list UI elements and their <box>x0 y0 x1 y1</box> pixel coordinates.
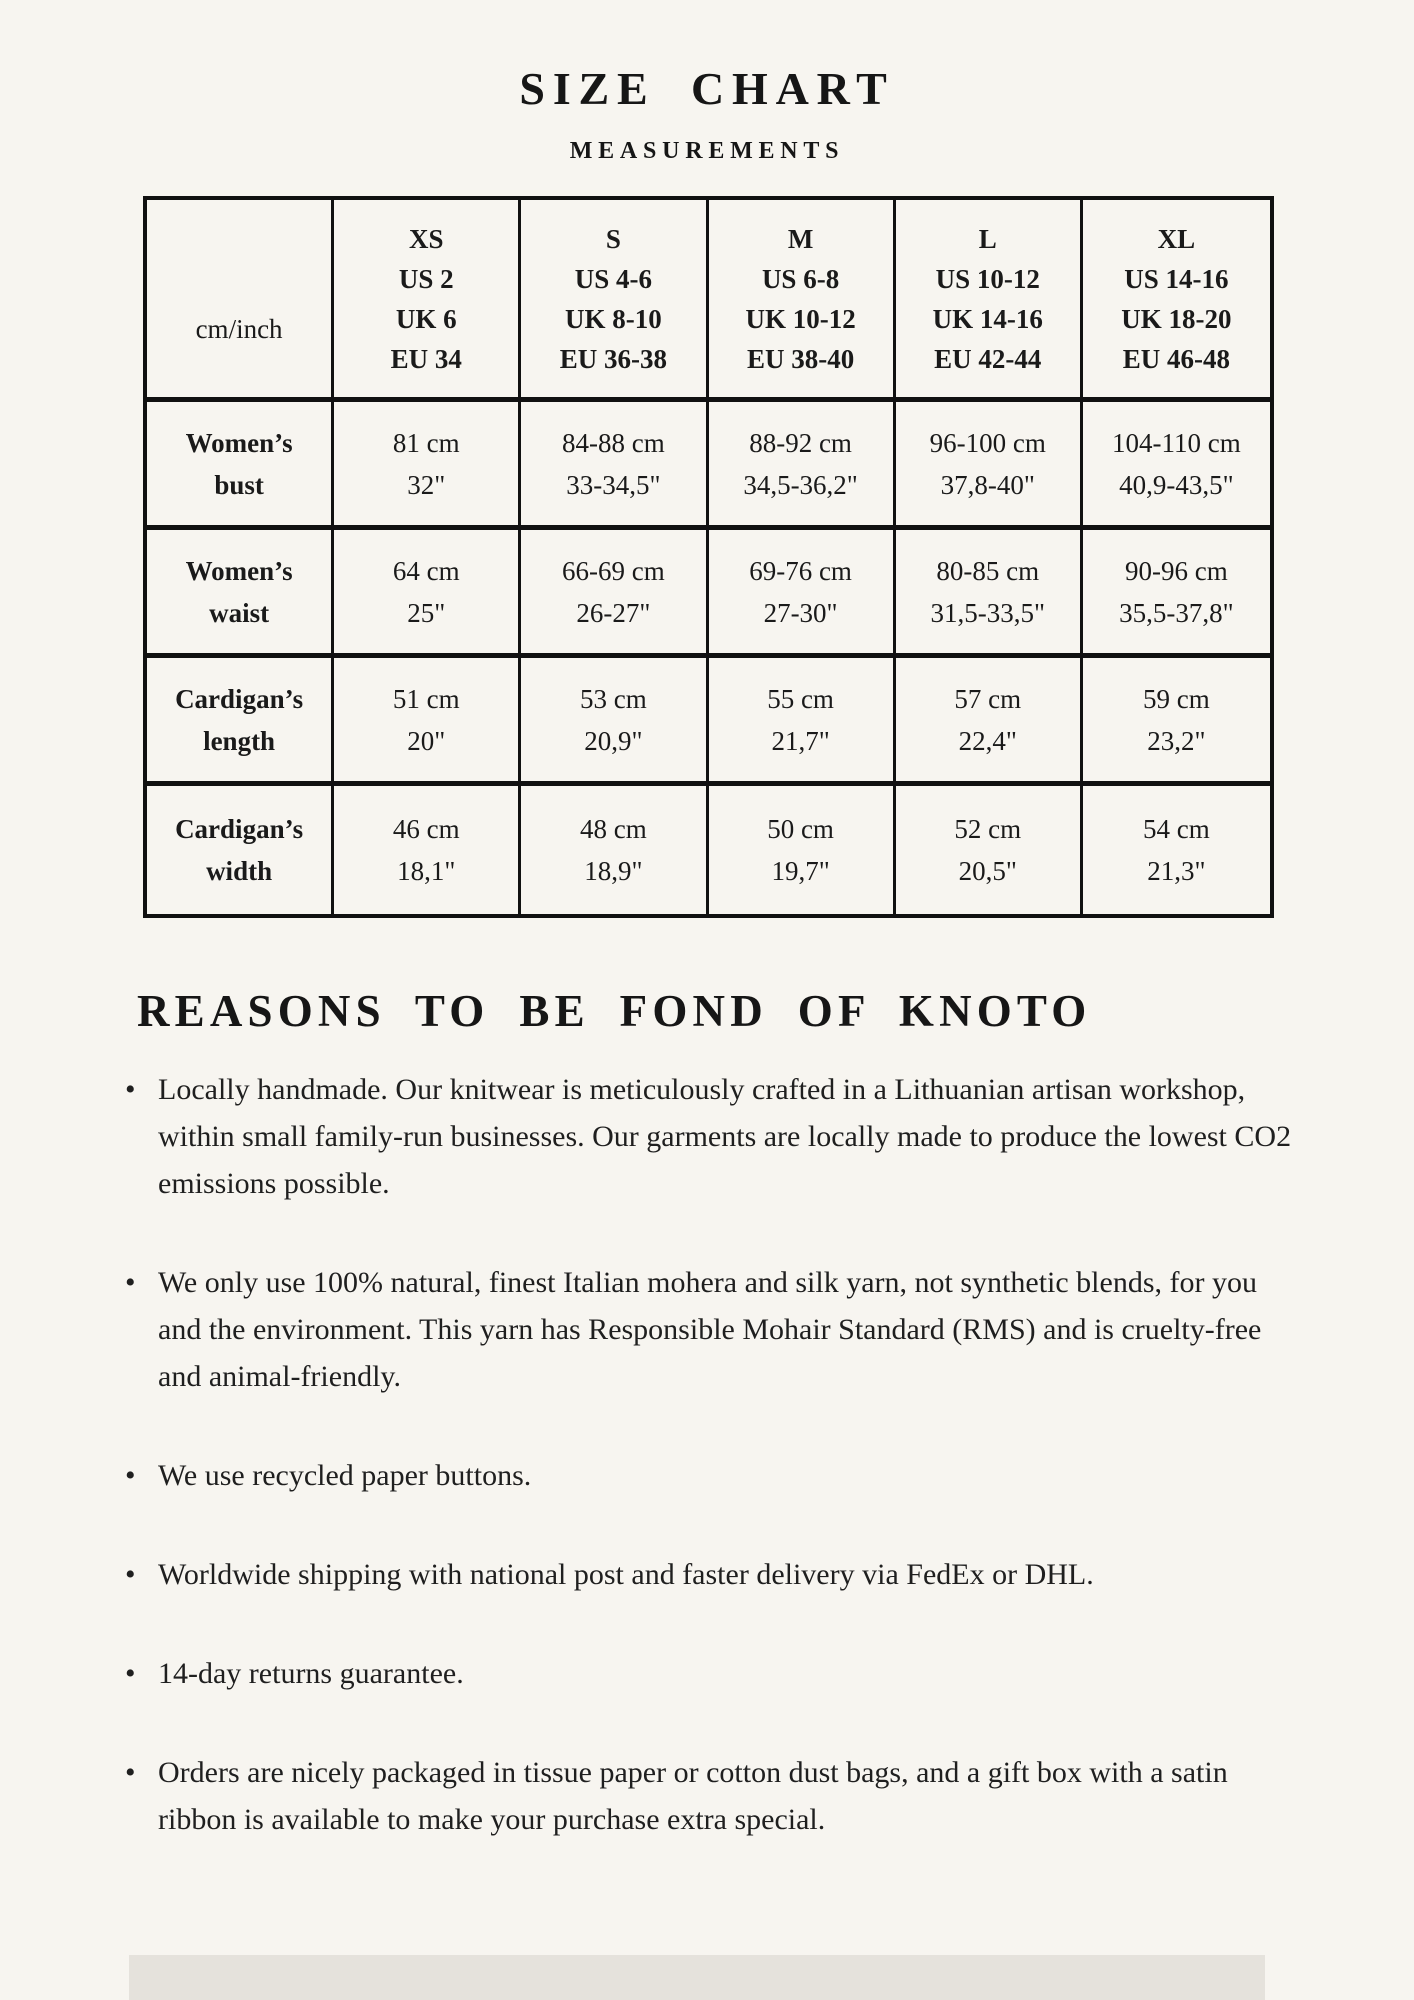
reason-text: We use recycled paper buttons. <box>158 1459 532 1492</box>
inch-value: 18,9" <box>584 856 643 886</box>
reasons-heading: REASONS TO BE FOND OF KNOTO <box>137 986 1092 1036</box>
cm-value: 104-110 cm <box>1112 427 1241 458</box>
bullet-icon: • <box>125 1459 136 1492</box>
us-size: US 10-12 <box>935 263 1040 294</box>
inch-value: 21,3" <box>1147 856 1206 886</box>
cm-value: 81 cm <box>392 427 460 458</box>
inch-value: 22,4" <box>958 725 1017 756</box>
bullet-icon: • <box>125 1657 136 1690</box>
reason-item <box>125 1551 1300 1598</box>
reason-text: Locally handmade. Our knitwear is meticulously crafted in a Lithuanian artisan workshop, within small family-run businesses. Our garments are locally made to produce the lowest CO2 emissions possible. <box>158 1073 1292 1200</box>
us-size: US 6-8 <box>761 263 840 294</box>
table-header-unit-cell <box>147 200 334 402</box>
inch-value: 37,8-40" <box>940 469 1035 500</box>
inch-value: 20,9" <box>584 725 643 756</box>
cm-value: 57 cm <box>954 683 1022 714</box>
measurement-cell <box>709 658 896 786</box>
row-label-womens-waist: Women’s waist <box>147 530 334 658</box>
eu-size: EU 46-48 <box>1122 343 1231 374</box>
measurement-cell <box>1083 786 1270 914</box>
reasons-list <box>125 1066 1300 1895</box>
measurement-cell <box>709 530 896 658</box>
bullet-icon: • <box>125 1266 136 1299</box>
inch-value: 23,2" <box>1147 725 1206 756</box>
cm-value: 50 cm <box>767 814 834 844</box>
footer-bar <box>129 1955 1265 2000</box>
us-size: US 4-6 <box>574 263 653 294</box>
uk-size: UK 14-16 <box>932 303 1043 334</box>
eu-size: EU 42-44 <box>934 343 1042 374</box>
size-label: L <box>978 223 997 254</box>
table-header-cell-s <box>521 200 708 402</box>
bullet-icon: • <box>125 1756 136 1789</box>
us-size: US 14-16 <box>1124 263 1229 294</box>
measurement-cell <box>334 658 521 786</box>
uk-size: UK 6 <box>395 303 457 334</box>
uk-size: UK 10-12 <box>745 303 856 334</box>
reason-text: 14-day returns guarantee. <box>158 1657 464 1690</box>
cm-value: 55 cm <box>767 683 834 714</box>
cm-value: 66-69 cm <box>562 555 665 586</box>
table-header-cell-m <box>709 200 896 402</box>
cm-value: 53 cm <box>580 683 647 714</box>
uk-size: UK 18-20 <box>1121 303 1232 334</box>
measurement-cell <box>709 786 896 914</box>
measurement-cell <box>521 786 708 914</box>
measurement-cell <box>709 402 896 530</box>
measurement-cell <box>1083 402 1270 530</box>
page-title: SIZE CHART <box>519 63 895 114</box>
bullet-icon: • <box>125 1073 136 1106</box>
reason-item <box>125 1650 1300 1697</box>
uk-size: UK 8-10 <box>565 303 662 334</box>
cm-value: 51 cm <box>392 683 460 714</box>
row-label-womens-bust: Women’s bust <box>147 402 334 530</box>
measurement-cell <box>334 786 521 914</box>
measurement-cell <box>896 658 1083 786</box>
page-subtitle: MEASUREMENTS <box>569 138 845 164</box>
cm-value: 69-76 cm <box>749 555 852 586</box>
reason-text: Orders are nicely packaged in tissue paper or cotton dust bags, and a gift box with a satin ribbon is available to make your purchase extra special. <box>158 1756 1228 1836</box>
inch-value: 19,7" <box>771 856 830 886</box>
inch-value: 32" <box>407 469 446 500</box>
measurement-cell <box>896 530 1083 658</box>
cm-value: 48 cm <box>580 814 647 844</box>
inch-value: 31,5-33,5" <box>930 597 1045 628</box>
cm-value: 90-96 cm <box>1125 555 1228 586</box>
size-label: M <box>787 223 814 254</box>
reason-item <box>125 1066 1300 1207</box>
reason-item <box>125 1259 1300 1400</box>
cm-value: 96-100 cm <box>929 427 1046 458</box>
eu-size: EU 34 <box>390 343 462 374</box>
cm-value: 80-85 cm <box>936 555 1040 586</box>
measurement-cell <box>896 402 1083 530</box>
measurement-cell <box>334 402 521 530</box>
bullet-icon: • <box>125 1558 136 1591</box>
reason-item <box>125 1452 1300 1499</box>
size-label: S <box>605 223 621 254</box>
cm-value: 54 cm <box>1143 814 1210 844</box>
inch-value: 25" <box>407 597 446 628</box>
inch-value: 21,7" <box>771 725 830 756</box>
inch-value: 20" <box>407 725 446 756</box>
eu-size: EU 36-38 <box>559 343 668 374</box>
cm-value: 88-92 cm <box>749 427 852 458</box>
cm-value: 64 cm <box>392 555 460 586</box>
cm-value: 59 cm <box>1143 683 1210 714</box>
cm-value: 52 cm <box>954 814 1022 844</box>
measurement-cell <box>521 530 708 658</box>
inch-value: 33-34,5" <box>566 469 661 500</box>
row-label-cardigans-length: Cardigan’s length <box>147 658 334 786</box>
reason-item <box>125 1749 1300 1843</box>
measurement-cell <box>1083 530 1270 658</box>
inch-value: 27-30" <box>763 597 838 628</box>
measurement-cell <box>896 786 1083 914</box>
unit-label: cm/inch <box>195 314 283 344</box>
row-label-cardigans-width: Cardigan’s width <box>147 786 334 914</box>
measurement-cell <box>521 402 708 530</box>
reason-text: Worldwide shipping with national post and faster delivery via FedEx or DHL. <box>158 1558 1094 1591</box>
inch-value: 34,5-36,2" <box>743 469 858 500</box>
measurement-cell <box>521 658 708 786</box>
measurement-cell <box>334 530 521 658</box>
table-header-cell-xl <box>1083 200 1270 402</box>
inch-value: 20,5" <box>958 856 1017 886</box>
size-label: XL <box>1157 223 1196 254</box>
cm-value: 46 cm <box>392 814 460 844</box>
us-size: US 2 <box>398 263 454 294</box>
inch-value: 18,1" <box>397 856 456 886</box>
eu-size: EU 38-40 <box>746 343 855 374</box>
inch-value: 40,9-43,5" <box>1119 469 1234 500</box>
reason-text: We only use 100% natural, finest Italian mohera and silk yarn, not synthetic blends, for you and the environment. This yarn has Responsible Mohair Standard (RMS) and is cruelty-free and animal-friendly. <box>158 1266 1262 1393</box>
size-label: XS <box>408 223 444 254</box>
size-chart-table <box>143 196 1274 918</box>
inch-value: 35,5-37,8" <box>1119 597 1234 628</box>
measurement-cell <box>1083 658 1270 786</box>
table-header-cell-l <box>896 200 1083 402</box>
inch-value: 26-27" <box>576 597 651 628</box>
table-header-cell-xs <box>334 200 521 402</box>
cm-value: 84-88 cm <box>562 427 665 458</box>
